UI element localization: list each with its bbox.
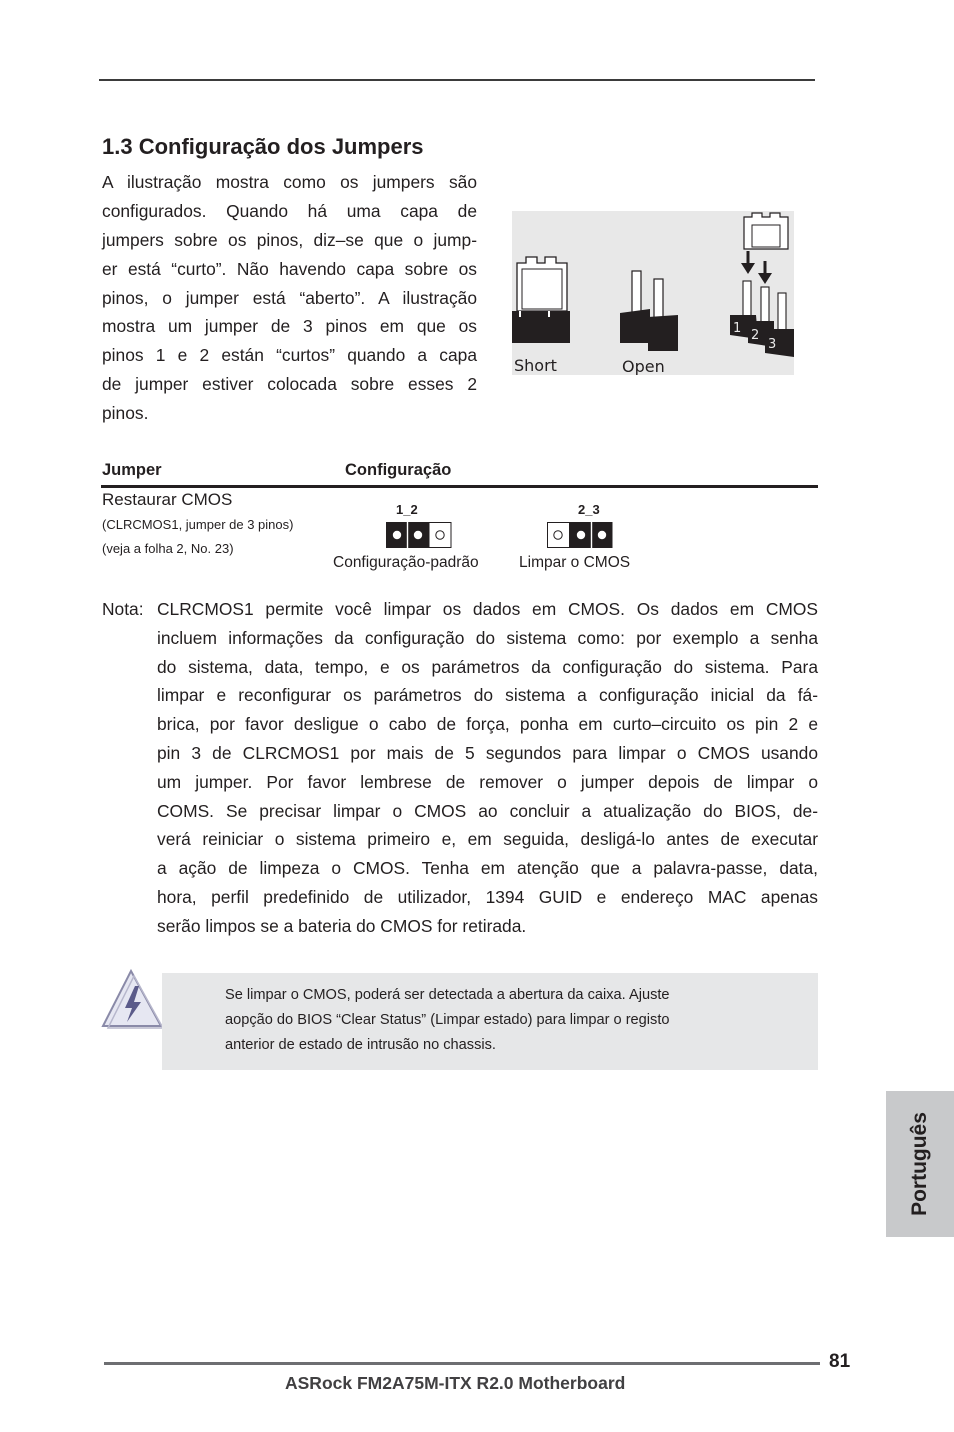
note-line: do sistema, data, tempo, e os parámetros da configuração do sistema. Para [157,656,818,677]
note-line: limpar e reconfigurar os parámetros do sistema a configuração inicial da fá- [157,685,818,706]
intro-line: jumpers sobre os pinos, diz–se que o jump- [102,229,477,250]
note-body [157,595,818,941]
note-line: COMS. Se precisar limpar o CMOS ao concluir a atualização do BIOS, de- [157,800,818,821]
page-number: 81 [829,1351,851,1372]
note-line: a ação de limpeza o CMOS. Tenha em atenção que a palavra-passe, data, [157,858,818,879]
warning-line: anterior de estado de intrusão no chassis. [225,1037,496,1054]
short-label: Short [514,356,557,375]
warning-triangle-icon [101,968,165,1035]
open-jumper-graphic [620,271,678,351]
pin23-label: 2_3 [578,502,600,517]
note-line: incluem informações da configuração do sistema como: por exemplo a senha [157,627,818,648]
intro-line: configurados. Quando há uma capa de [102,200,477,221]
row-detail-2: (veja a folha 2, No. 23) [102,541,234,556]
jumper-illustration [512,211,794,375]
warning-text [225,983,785,1059]
language-side-tab [886,1091,954,1237]
jumper-illustration-svg [512,211,794,375]
intro-line: de jumper estiver colocada sobre esses 2 [102,374,477,395]
intro-line: pinos 1 e 2 están “curtos” quando a capa [102,345,477,366]
top-rule [99,79,815,81]
short-jumper-graphic [512,257,570,343]
language-label: Português [908,1112,931,1216]
intro-line: mostra um jumper de 3 pinos em que os [102,316,477,337]
pin-number-3: 3 [768,337,777,352]
intro-line: er está “curto”. Não havendo capa sobre os [102,258,477,279]
intro-line: pinos. [102,403,149,424]
section-heading: 1.3 Configuração dos Jumpers [102,134,424,159]
note-line: verá reiniciar o sistema primeiro e, em seguida, desligá-lo antes de executar [157,829,818,850]
pin-number-1: 1 [733,321,742,336]
table-header-jumper: Jumper [102,461,162,479]
note-line: brica, por favor desligue o cabo de força, ponha em curto–circuito os pin 2 e [157,714,818,735]
pin-number-2: 2 [751,328,760,343]
intro-paragraph [102,168,477,428]
note-line: serão limpos se a bateria do CMOS for retirada. [157,915,527,936]
warning-line: Se limpar o CMOS, poderá ser detectada a abertura da caixa. Ajuste [225,987,670,1003]
intro-line: pinos, o jumper está “aberto”. A ilustração [102,287,477,308]
default-config-label: Configuração-padrão [333,554,479,571]
pin23-diagram [547,522,613,553]
note-line: hora, perfil predefinido de utilizador, 1394 GUID e endereço MAC apenas [157,886,818,907]
pin12-diagram [386,522,452,553]
footer-title: ASRock FM2A75M-ITX R2.0 Motherboard [285,1373,626,1393]
note-line: um jumper. Por favor lembrese de remover o jumper depois de limpar o [157,771,818,792]
note-line: pin 3 de CLRCMOS1 por mais de 5 segundos para limpar o CMOS usando [157,742,818,763]
note-lead: Nota: [102,599,144,619]
warning-line: aopção do BIOS “Clear Status” (Limpar estado) para limpar o registo [225,1012,670,1029]
note-line: CLRCMOS1 permite você limpar os dados em CMOS. Os dados em CMOS [157,599,818,619]
intro-line: A ilustração mostra como os jumpers são [102,172,477,192]
pin12-label: 1_2 [396,502,418,517]
row-detail-1: (CLRCMOS1, jumper de 3 pinos) [102,517,294,532]
clear-cmos-label: Limpar o CMOS [519,554,631,571]
table-header-config: Configuração [345,461,452,479]
bottom-rule [104,1362,820,1365]
table-header-rule [101,485,818,488]
row-name: Restaurar CMOS [102,490,233,509]
open-label: Open [622,357,665,375]
